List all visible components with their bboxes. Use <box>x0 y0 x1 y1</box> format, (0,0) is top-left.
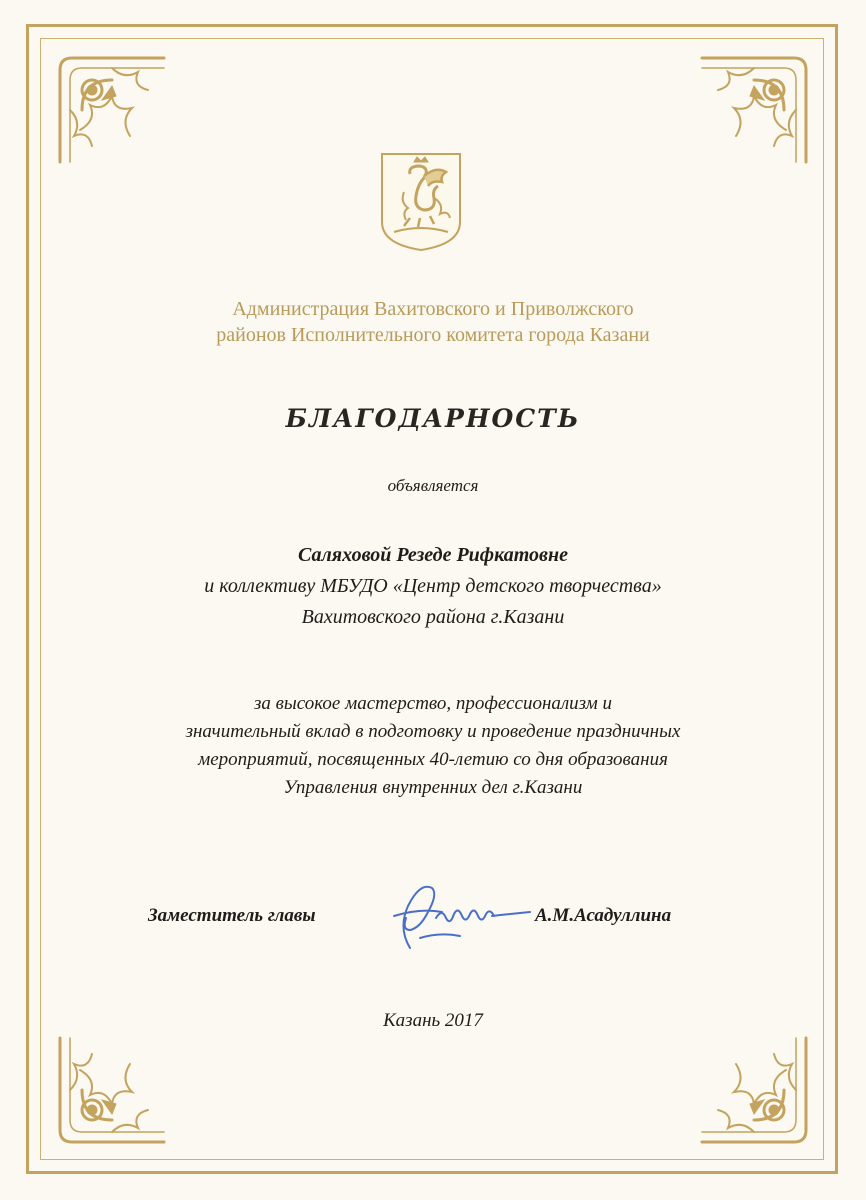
corner-ornament-icon <box>694 50 814 170</box>
issuer-line: районов Исполнительного комитета города Казани <box>216 324 650 346</box>
issuer-heading <box>100 296 766 348</box>
reason-line: за высокое мастерство, профессионализм и <box>253 693 612 714</box>
issuer-line: Администрация Вахитовского и Приволжского <box>232 298 634 320</box>
reason-block <box>100 690 766 802</box>
recipient-name: Саляховой Резеде Рифкатовне <box>298 544 568 566</box>
place-and-year: Казань 2017 <box>383 1010 483 1031</box>
handwritten-signature <box>380 868 545 960</box>
document-title: БЛАГОДАРНОСТЬ <box>285 404 581 433</box>
signer-name: А.М.Асадуллина <box>535 905 672 926</box>
reason-line: значительный вклад в подготовку и проведение праздничных <box>185 721 681 742</box>
reason-line: Управления внутренних дел г.Казани <box>283 777 583 798</box>
corner-ornament-icon <box>52 50 172 170</box>
announce-text: объявляется <box>387 476 479 495</box>
kazan-coat-of-arms-icon <box>380 152 462 252</box>
signer-title: Заместитель главы <box>148 905 316 926</box>
reason-line: мероприятий, посвященных 40-летию со дня образования <box>198 749 668 770</box>
recipient-line: Вахитовского района г.Казани <box>301 606 565 628</box>
recipient-line: и коллективу МБУДО «Центр детского творчества» <box>204 575 662 597</box>
recipient-block <box>100 540 766 633</box>
corner-ornament-icon <box>694 1030 814 1150</box>
corner-ornament-icon <box>52 1030 172 1150</box>
